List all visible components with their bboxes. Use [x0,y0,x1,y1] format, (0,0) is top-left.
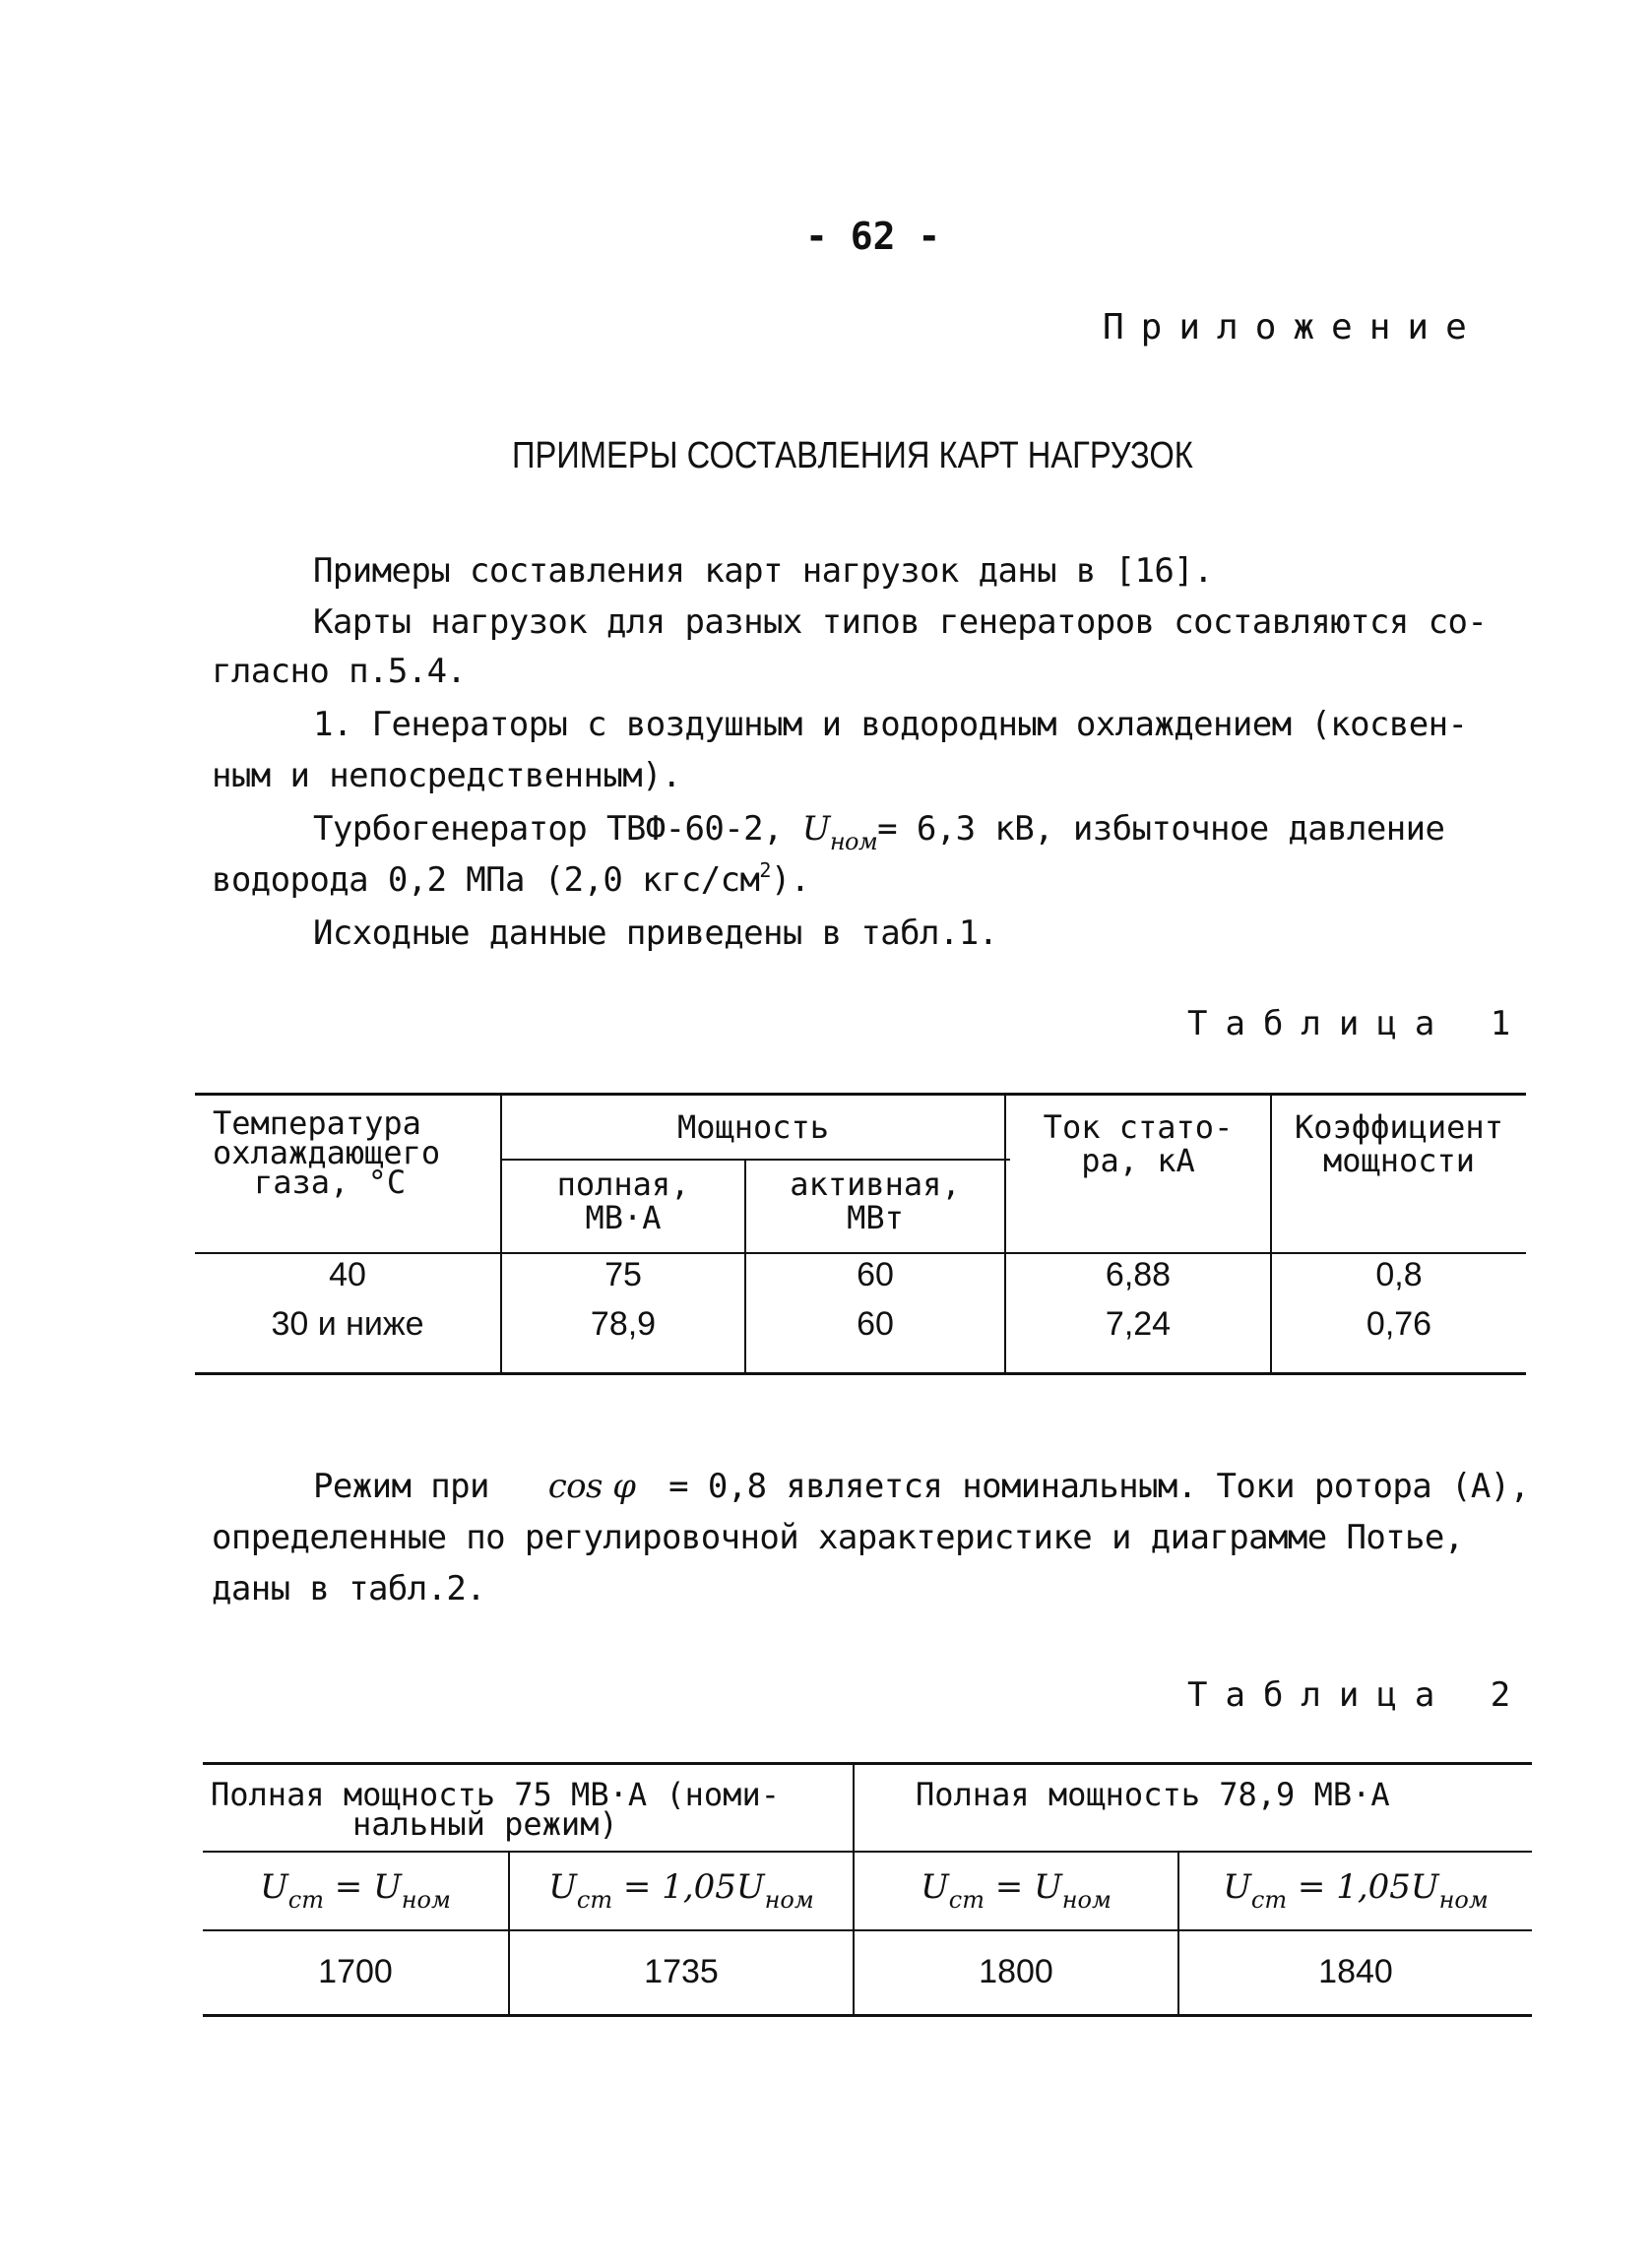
table-1-subheader-rule [502,1159,1010,1161]
appendix-label: Приложение [1103,307,1484,347]
paragraph-1: Примеры составления карт нагрузок даны в [16]. [313,551,1214,591]
cos-phi-symbol: cos φ [547,1467,636,1506]
header-full-power: полная, МВ·А [556,1166,690,1236]
header-voltage-condition: $U_{ст} = U_{ном}$ [260,1867,451,1914]
header-voltage-condition: $U_{ст} = 1,05U_{ном}$ [548,1867,814,1914]
table-1-header-rule [195,1252,1526,1254]
header-power-factor: Коэффициент мощности [1295,1108,1503,1179]
header-active-power: активная, МВт [790,1166,961,1236]
header-voltage-condition: $U_{ст} = U_{ном}$ [921,1867,1112,1914]
paragraph-4-line-2-text: водорода 0,2 МПа (2,0 кгс/см [212,860,760,900]
header-voltage-condition: $U_{ст} = 1,05U_{ном}$ [1223,1867,1489,1914]
cell-power-factor: 0,76 [1366,1305,1432,1343]
paragraph-3-line-1: 1. Генераторы с воздушным и водородным охлаждением (косвен- [313,705,1468,744]
table-2-top-rule [203,1762,1532,1765]
voltage-subscript: ном [829,828,878,855]
paragraph-4-line-2 [212,860,810,900]
cell-rotor-current: 1735 [644,1953,719,1990]
cell-temperature: 40 [329,1256,366,1293]
paragraph-6-line-1 [313,1467,1529,1506]
paragraph-4-text-a: Турбогенератор ТВФ-60-2, [313,809,783,849]
paragraph-3-line-2: ным и непосредственным). [212,756,681,795]
cell-active-power: 60 [857,1256,894,1293]
cell-rotor-current: 1700 [318,1953,393,1990]
cell-active-power: 60 [857,1305,894,1343]
voltage-symbol: $U_{ном}$ [801,809,878,855]
table-1-top-rule [195,1093,1526,1096]
paragraph-4-text-b: = 6,3 кВ, избыточное давление [877,809,1445,849]
paragraph-6-text-b: = 0,8 является номинальным. Токи ротора (А), [668,1467,1530,1506]
paragraph-6-text-a: Режим при [313,1467,489,1506]
paragraph-2-line-1: Карты нагрузок для разных типов генераторов составляются со- [313,602,1488,642]
page-title: ПРИМЕРЫ СОСТАВЛЕНИЯ КАРТ НАГРУЗОК [512,435,1193,476]
header-stator-current: Ток стато- ра, кА [1043,1108,1234,1179]
table-2-subheader-rule [203,1929,1532,1931]
table-2-bottom-rule [203,2014,1532,2017]
table-1-bottom-rule [195,1372,1526,1375]
superscript-2: 2 [759,858,771,882]
header-group-overload: Полная мощность 78,9 МВ·А [916,1776,1390,1813]
paragraph-6-line-2: определенные по регулировочной характеристике и диаграмме Потье, [212,1518,1464,1557]
page-number: - 62 - [805,215,941,258]
cell-temperature: 30 и ниже [271,1305,424,1343]
paragraph-4-line-2-end: ). [770,860,810,900]
cell-rotor-current: 1840 [1318,1953,1393,1990]
cell-full-power: 75 [604,1256,642,1293]
cell-power-factor: 0,8 [1375,1256,1423,1293]
paragraph-6-line-3: даны в табл.2. [212,1569,486,1608]
cell-stator-current: 7,24 [1105,1305,1172,1343]
table-1-caption: Таблица 1 [1187,1004,1529,1043]
paragraph-5: Исходные данные приведены в табл.1. [313,914,998,953]
table-2-caption: Таблица 2 [1187,1675,1529,1715]
paragraph-2-line-2: гласно п.5.4. [212,652,467,691]
cell-stator-current: 6,88 [1105,1256,1172,1293]
cell-rotor-current: 1800 [979,1953,1053,1990]
paragraph-4-line-1 [313,809,1445,855]
header-temperature: Температура охлаждающего газа, °С [213,1104,441,1201]
header-power: Мощность [676,1108,830,1146]
header-group-nominal: Полная мощность 75 МВ·А (номи- нальный режим) [211,1776,780,1843]
table-2-header-rule [203,1851,1532,1853]
cell-full-power: 78,9 [590,1305,657,1343]
